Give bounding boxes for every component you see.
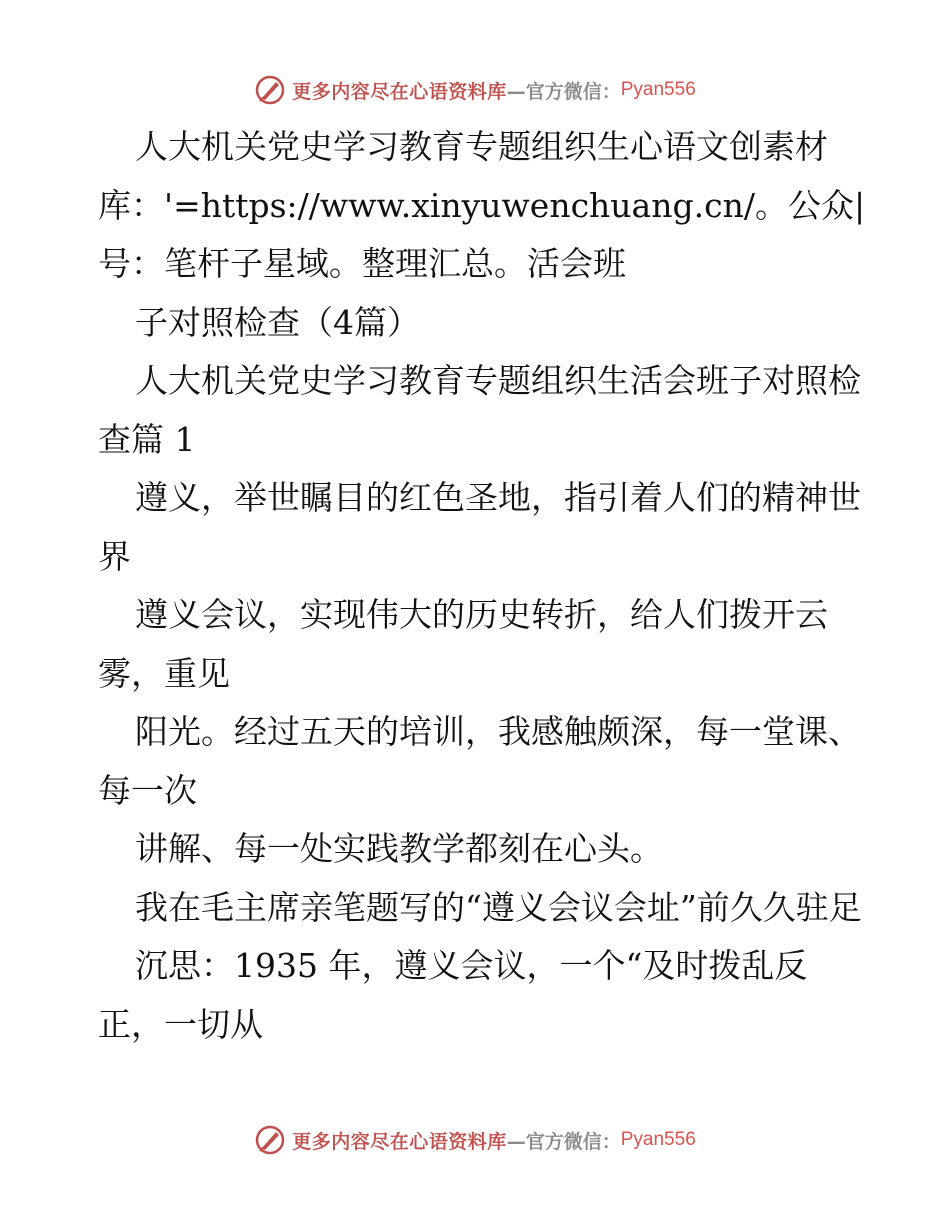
footer-banner — [0, 1120, 950, 1160]
header-banner-wechat-id: Pyan556 — [620, 79, 696, 100]
paragraph-5: 遵义会议，实现伟大的历史转折，给人们拨开云雾，重见 — [98, 595, 828, 693]
paragraph-6: 阳光。经过五天的培训，我感触颇深，每一堂课、每一次 — [98, 712, 861, 810]
header-banner-title: 更多内容尽在心语资料库 — [292, 80, 507, 103]
paragraph-9: 沉思：1935 年，遵义会议，一个“及时拨乱反正，一切从 — [98, 946, 808, 1044]
footer-banner-title: 更多内容尽在心语资料库 — [292, 1130, 507, 1153]
paragraph-2: 子对照检查（4篇） — [135, 302, 420, 342]
document-body — [98, 118, 868, 1054]
paragraph-4: 遵义，举世瞩目的红色圣地，指引着人们的精神世界 — [98, 478, 861, 576]
quill-logo-icon — [254, 74, 286, 106]
quill-logo-icon — [254, 1124, 286, 1156]
paragraph-8: 我在毛主席亲笔题写的“遵义会议会址”前久久驻足 — [135, 887, 862, 927]
paragraph-3: 人大机关党史学习教育专题组织生活会班子对照检查篇 1 — [98, 361, 861, 459]
paragraph-7: 讲解、每一处实践教学都刻在心头。 — [135, 829, 663, 868]
header-banner — [0, 70, 950, 110]
header-banner-separator: —官方微信： — [506, 80, 621, 103]
footer-banner-wechat-id: Pyan556 — [620, 1129, 696, 1150]
paragraph-1: 人大机关党史学习教育专题组织生心语文创素材库：'=https://www.xinyuwenchuang.cn/。公众|号：笔杆子星域。整理汇总。活会班 — [98, 127, 866, 283]
footer-banner-separator: —官方微信： — [506, 1130, 621, 1153]
